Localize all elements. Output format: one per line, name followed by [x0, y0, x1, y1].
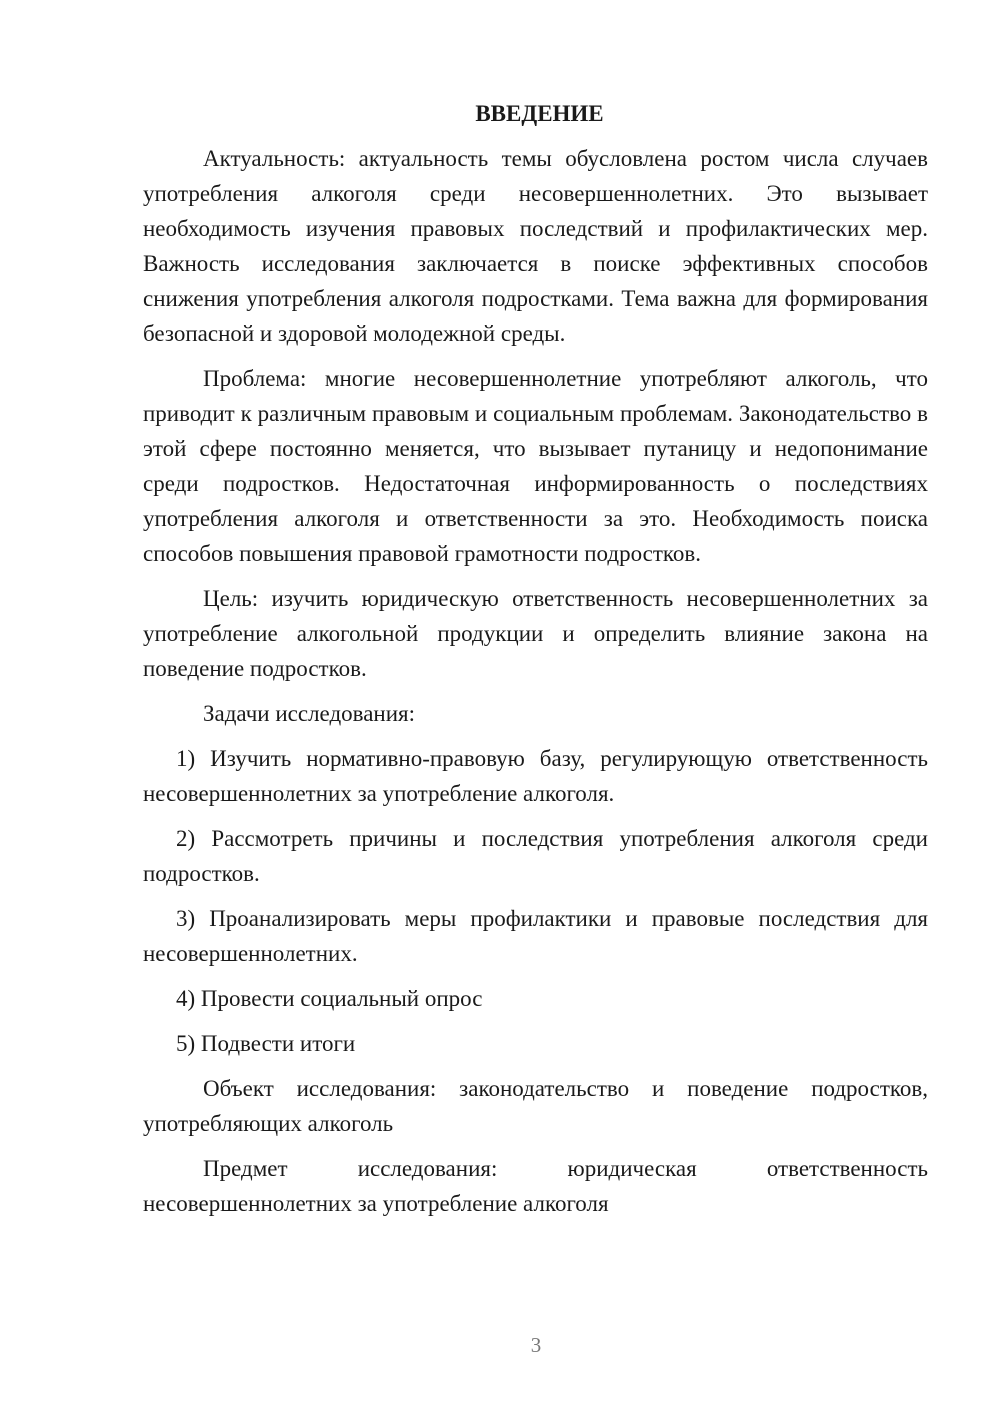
task-item-1: 1) Изучить нормативно-правовую базу, регулирующую ответственность несовершеннолетних за употребление алкоголя. [143, 746, 928, 806]
page-number: 3 [530, 1333, 542, 1357]
relevance-paragraph: Актуальность: актуальность темы обусловлена ростом числа случаев употребления алкоголя среди несовершеннолетних. Это вызывает необходимость изучения правовых последствий и профилактических мер. Важность исследования заключается в поиске эффективных способов снижения употребления алкоголя подростками. Тема важна для формирования безопасной и здоровой молодежной среды. [143, 146, 928, 346]
task-item-4: 4) Провести социальный опрос [176, 986, 483, 1011]
task-item-2: 2) Рассмотреть причины и последствия употребления алкоголя среди подростков. [143, 826, 928, 886]
object-paragraph: Объект исследования: законодательство и поведение подростков, употребляющих алкоголь [143, 1076, 928, 1136]
subject-paragraph: Предмет исследования: юридическая ответственность несовершеннолетних за употребление алкоголя [143, 1156, 928, 1216]
task-item-5: 5) Подвести итоги [176, 1031, 356, 1056]
problem-paragraph: Проблема: многие несовершеннолетние употребляют алкоголь, что приводит к различным правовым и социальным проблемам. Законодательство в этой сфере постоянно меняется, что вызывает путаницу и недопонимание среди подростков. Недостаточная информированность о последствиях употребления алкоголя и ответственности за это. Необходимость поиска способов повышения правовой грамотности подростков. [143, 366, 928, 566]
tasks-heading: Задачи исследования: [203, 701, 416, 726]
task-item-3: 3) Проанализировать меры профилактики и правовые последствия для несовершеннолетних. [143, 906, 928, 966]
goal-paragraph: Цель: изучить юридическую ответственность несовершеннолетних за употребление алкогольной продукции и определить влияние закона на поведение подростков. [143, 586, 928, 681]
section-title: ВВЕДЕНИЕ [475, 101, 604, 126]
document-body [143, 96, 928, 1231]
